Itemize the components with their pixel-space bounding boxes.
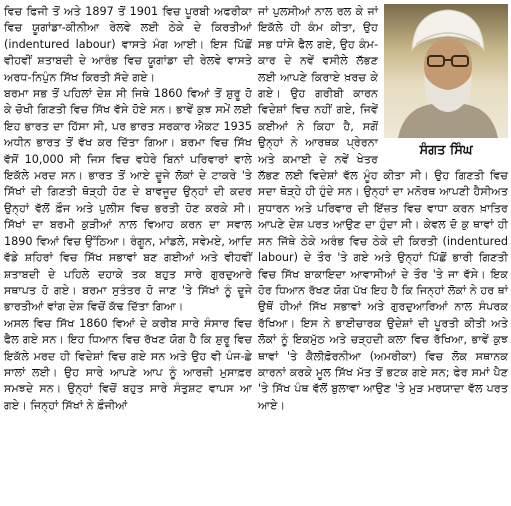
article-column-left bbox=[4, 4, 252, 414]
photo-caption: ਸੰਗਤ ਸਿੰਘ bbox=[419, 143, 473, 158]
paragraph: ਅਸਲ ਵਿਚ ਸਿੱਖ 1860 ਵਿਆਂ ਦੇ ਕਰੀਬ ਸਾਰੇ ਸੰਸਾਰ ਵਿਚ ਫੈਲ ਗਏ ਸਨ। ਇਹ ਧਿਆਨ ਵਿਚ ਰੱਖਣ ਯੋਗ ਹੈ ਕਿ ਸ਼ੁਰੂ ਵਿਚ ਇਕੱਲੇ ਮਰਦ ਹੀ ਵਿਦੇਸ਼ਾਂ ਵਿਚ ਗਏ ਸਨ ਅਤੇ ਉਹ ਵੀ ਪੰਜ-ਛੇ ਸਾਲਾਂ ਲਈ। ਉਹ ਸਾਰੇ ਆਪਣੇ ਆਪ ਨੂੰ ਆਰਜ਼ੀ ਮੁਸਾਫ਼ਰ ਸਮਝਦੇ ਸਨ। ਉਨ੍ਹਾਂ ਵਿਚੋਂ ਬਹੁਤ ਸਾਰੇ ਸੰਤੁਸ਼ਟ ਵਾਪਸ ਆ ਗਏ। ਜਿਨ੍ਹਾਂ ਸਿੱਖਾਂ ਨੇ ਫ਼ੌਜੀਆਂ bbox=[4, 316, 252, 412]
paragraph: ਜਾਂ ਪੁਲਸੀਆਂ ਨਾਲ ਰਲ ਕੇ ਜਾਂ ਇਕੱਲੇ ਹੀ ਕੰਮ ਕੀਤਾ, ਉਹ ਸਭ ਧਾਂਸੇ ਫੈਲ ਗਏ, ਉਹ ਕੰਮ-ਕਾਰ ਦੇ ਨਵੇਂ ਵਸੀਲੇ ਲੱਭਣ ਲਈ ਆਪਣੇ ਕਿਰਾਏ ਖ਼ਰਚ ਕੇ ਗਏ। ਉਹ ਗਰੀਬੀ ਕਾਰਨ ਵਿਦੇਸ਼ਾਂ ਵਿਚ ਨਹੀਂ ਗਏ, ਜਿਵੇਂ ਕਈਆਂ ਨੇ ਕਿਹਾ ਹੈ, ਸਗੋਂ ਉਨ੍ਹਾਂ ਨੇ ਆਰਥਕ ਪ੍ਰੇਰਨਾ ਅਤੇ ਕਮਾਈ ਦੇ ਨਵੇਂ ਖੇਤਰ ਲੱਭਣ ਲਈ ਵਿਦੇਸ਼ਾਂ ਵੱਲ ਮੂੰਹ ਕੀਤਾ ਸੀ। ਉਹ ਗਿਣਤੀ ਵਿਚ ਸਦਾ ਥੋੜ੍ਹੇ ਹੀ ਹੁੰਦੇ ਸਨ। ਉਨ੍ਹਾਂ ਦਾ ਮਨੋਰਥ ਆਪਣੀ ਹੈਸੀਅਤ ਸੁਧਾਰਨ ਅਤੇ ਪਰਿਵਾਰ ਦੀ ਇੱਜ਼ਤ ਵਿਚ ਵਾਧਾ ਕਰਨ ਖ਼ਾਤਿਰ ਆਪਣੇ ਦੇਸ਼ ਪਰਤ ਆਉਣ ਦਾ ਹੁੰਦਾ ਸੀ। ਕੇਵਲ ਦੋ ਕੁ ਥਾਵਾਂ ਹੀ ਸਨ ਜਿੱਥੇ ਠੇਕੇ ਅਰੰਭ ਵਿਚ ਠੇਕੇ ਦੀ ਕਿਰਤੀ (indentured labour) ਦੇ ਤੌਰ 'ਤੇ ਗਏ ਅਤੇ ਉਨ੍ਹਾਂ ਪਿੱਛੋਂ ਭਾਰੀ ਗਿਣਤੀ ਵਿਚ ਸਿੱਖ ਬਾਕਾਇਦਾ ਆਵਾਸੀਆਂ ਦੇ ਤੌਰ 'ਤੇ ਜਾ ਵੱਸੇ। ਇਕ ਹੋਰ ਧਿਆਨ ਰੱਖਣ ਯੋਗ ਪੱਖ ਇਹ ਹੈ ਕਿ ਜਿਨ੍ਹਾਂ ਲੋਕਾਂ ਨੇ ਹਰ ਥਾਂ ਉਥੋਂ ਹੀਆਂ ਸਿੱਖ ਸਭਾਵਾਂ ਅਤੇ ਗੁਰਦੁਆਰਿਆਂ ਨਾਲ ਸੰਪਰਕ ਰੱਖਿਆ। ਇਸ ਨੇ ਭਾਈਚਾਰਕ ਉਦੇਸ਼ਾਂ ਦੀ ਪੂਰਤੀ ਕੀਤੀ ਅਤੇ ਲੋਕਾਂ ਨੂੰ ਇਕਮੁੱਠ ਅਤੇ ਚੜ੍ਹਦੀ ਕਲਾ ਵਿਚ ਰੱਖਿਆ, ਭਾਵੇਂ ਕੁਝ ਥਾਵਾਂ 'ਤੇ ਕੈਲੀਫ਼ੋਰਨੀਆ (ਅਮਰੀਕਾ) ਵਿਚ ਲੋਕ ਸਥਾਨਕ ਕਾਰਨਾਂ ਕਰਕੇ ਮੂਲ ਸਿੱਖ ਮੱਤ ਤੋਂ ਭਟਕ ਗਏ ਸਨ; ਫੇਰ ਸਮਾਂ ਪੈਣ 'ਤੇ ਸਿੱਖ ਪੰਥ ਵੱਲੋਂ ਬੁਲਾਵਾ ਆਉਣ 'ਤੇ ਮੁੜ ਮਰਯਾਦਾ ਵੱਲ ਪਰਤ ਆਏ। bbox=[258, 5, 508, 412]
author-photo-block bbox=[384, 4, 508, 164]
paragraph: ਵਿਚ ਫਿਜੀ ਤੋਂ ਅਤੇ 1897 ਤੋਂ 1901 ਵਿਚ ਪੂਰਬੀ ਅਫਰੀਕਾ ਵਿਚ ਯੂਗਾਂਡਾ-ਕੀਨੀਆ ਰੇਲਵੇ ਲਈ ਠੇਕੇ ਦੇ ਕਿਰਤੀਆਂ (indentured labour) ਵਾਸਤੇ ਮੰਗ ਆਈ। ਇਸ ਪਿੱਛੋਂ ਵੀਹਵੀਂ ਸ਼ਤਾਬਦੀ ਦੇ ਆਰੰਭ ਵਿਚ ਯੂਗਾਂਡਾ ਦੀ ਰੇਲਵੇ ਵਾਸਤੇ ਅਰਧ-ਨਿਪੁੰਨ ਸਿੱਖ ਕਿਰਤੀ ਸੱਦੇ ਗਏ। bbox=[4, 5, 252, 84]
article-column-right bbox=[258, 4, 508, 414]
paragraph: ਬਰਮਾ ਸਭ ਤੋਂ ਪਹਿਲਾਂ ਦੇਸ਼ ਸੀ ਜਿਥੇ 1860 ਵਿਆਂ ਤੋਂ ਸ਼ੁਰੂ ਹੋ ਕੇ ਚੋਖੀ ਗਿਣਤੀ ਵਿਚ ਸਿੱਖ ਵੱਸੇ ਹੋਏ ਸਨ। ਭਾਵੇਂ ਕੁਝ ਸਮੇਂ ਲਈ ਇਹ ਭਾਰਤ ਦਾ ਹਿੱਸਾ ਸੀ, ਪਰ ਭਾਰਤ ਸਰਕਾਰ ਐਕਟ 1935 ਅਧੀਨ ਭਾਰਤ ਤੋਂ ਵੱਖ ਕਰ ਦਿੱਤਾ ਗਿਆ। ਬਰਮਾ ਵਿਚ ਸਿੱਖ ਵੱਸੋਂ 10,000 ਸੀ ਜਿਸ ਵਿਚ ਵਧੇਰੇ ਬਿਨਾਂ ਪਰਿਵਾਰਾਂ ਵਾਲੇ ਇਕੱਲੇ ਮਰਦ ਸਨ। ਭਾਰਤ ਤੋਂ ਆਏ ਦੂਜੇ ਲੋਕਾਂ ਦੇ ਟਾਕਰੇ 'ਤੇ ਸਿੱਖਾਂ ਦੀ ਗਿਣਤੀ ਥੋੜ੍ਹੀ ਹੋਣ ਦੇ ਬਾਵਜੂਦ ਉਨ੍ਹਾਂ ਦੀ ਕਦਰ ਉਨ੍ਹਾਂ ਵੱਲੋਂ ਫ਼ੌਜ ਅਤੇ ਪੁਲੀਸ ਵਿਚ ਭਰਤੀ ਹੋਣ ਕਰਕੇ ਸੀ। ਸਿੱਖਾਂ ਦਾ ਬਰਮੀ ਕੁੜੀਆਂ ਨਾਲ ਵਿਆਹ ਕਰਨ ਦਾ ਸਵਾਲ 1890 ਵਿਆਂ ਵਿਚ ਉੱਠਿਆ। ਰੰਗੂਨ, ਮਾਂਡਲੇ, ਸਵੇਮਏ, ਆਦਿ ਵੱਡੇ ਸ਼ਹਿਰਾਂ ਵਿਚ ਸਿੱਖ ਸਭਾਵਾਂ ਬਣ ਗਈਆਂ ਅਤੇ ਵੀਹਵੀਂ ਸ਼ਤਾਬਦੀ ਦੇ ਪਹਿਲੇ ਦਹਾਕੇ ਤਕ ਬਹੁਤ ਸਾਰੇ ਗੁਰਦੁਆਰੇ ਸਥਾਪਤ ਹੋ ਗਏ। ਬਰਮਾ ਸੁਤੰਤਰ ਹੋ ਜਾਣ 'ਤੇ ਸਿੱਖਾਂ ਨੂੰ ਦੂਜੇ ਭਾਰਤੀਆਂ ਵਾਂਗ ਦੇਸ਼ ਵਿਚੋਂ ਕੱਢ ਦਿੱਤਾ ਗਿਆ। bbox=[4, 87, 252, 314]
author-portrait-icon bbox=[384, 4, 508, 138]
author-photo bbox=[384, 4, 508, 138]
